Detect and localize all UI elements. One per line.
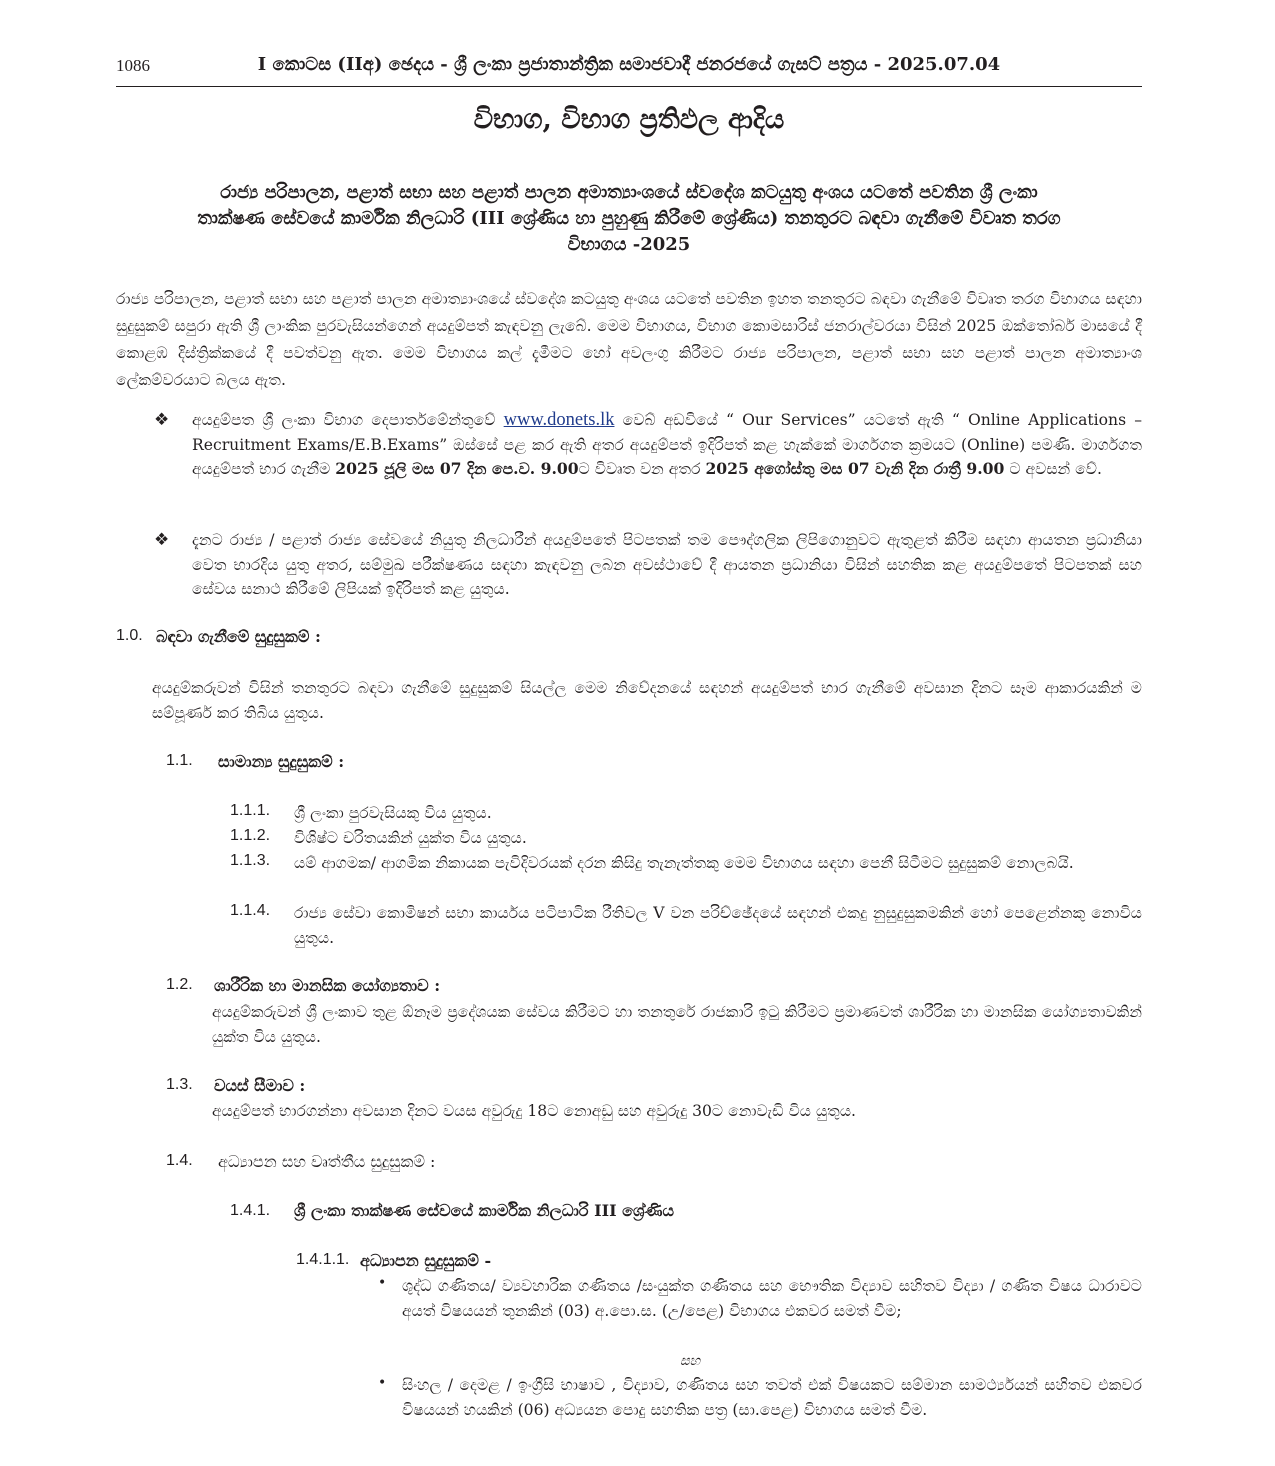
bullet-dot-icon: • — [378, 1375, 387, 1391]
bullet1-text-2: වෙබ් අඩවියේ “ Our Services” යටතේ ඇති “ Online Applications – Recruitment Exams/E.B.Exams” ඔස්සේ පළ කර ඇති අතර අයදුම්පත් ඉදිරිපත් කළ හැක්කේ මාර්ගගත ක්‍රමයට (Online) පමණි. මාර්ගගත අයදුම්පත් භාර ගැනීම — [192, 411, 1142, 479]
header-rule — [116, 86, 1142, 87]
section-1-3-text: අයදුම්පත් භාරගන්නා අවසාන දිනට වයස අවුරුදු 18ට නොඅඩු සහ අවුරුදු 30ට නොවැඩි විය යුතුය. — [212, 1102, 857, 1120]
bullet1-text-4: ට අවසන් වේ. — [1004, 460, 1102, 479]
item-1-1-3-number: 1.1.3. — [230, 852, 271, 869]
item-1-1-1-number: 1.1.1. — [230, 802, 271, 819]
section-1-4-1-1-number: 1.4.1.1. — [296, 1251, 350, 1268]
item-1-1-4-number: 1.1.4. — [230, 902, 271, 919]
online-application-bullet — [192, 408, 1142, 482]
bullet1-text-3: ට විවෘත වන අතර — [578, 460, 706, 479]
item-1-1-3-text: යම් ආගමක/ ආගමික නිකායක පැවිදිවරයක් දරන කිසිදු තැනැත්තකු මෙම විභාගය සඳහා පෙනී සිටීමට සුදුසුකම් නොලබයි. — [294, 854, 1074, 872]
section-1-3-title: වයස් සීමාව : — [214, 1076, 306, 1095]
section-1-number: 1.0. — [116, 627, 143, 644]
bullet1-text-1: අයදුම්පත ශ්‍රී ලංකා විභාග දෙපාර්තමේන්තුවේ — [192, 411, 504, 429]
bullet-diamond-icon: ❖ — [154, 530, 170, 550]
bullet-dot-icon: • — [378, 1275, 387, 1291]
section-1-2-text: අයදුම්කරුවන් ශ්‍රී ලංකාව තුළ ඕනෑම ප්‍රදේශයක සේවය කිරීමට හා තනතුරේ රාජකාරි ඉටු කිරීමට ප්‍රමාණවත් ශාරීරික හා මානසික යෝග්‍යතාවකින් යුක්ත විය යුතුය. — [212, 1003, 1142, 1046]
gazette-header-title: I කොටස (IIඅ) ඡෙදය - ශ්‍රී ලංකා ප්‍රජාතාන්ත්‍රික සමාජවාදී ජනරජයේ ගැසට් පත්‍රය - 2025.07.04 — [257, 54, 1001, 75]
section-1-text: අයදුම්කරුවන් විසින් තනතුරට බඳවා ගැනීමේ සුදුසුකම් සියල්ල මෙම නිවේදනයේ සඳහන් අයදුම්පත් භාර ගැනීමේ අවසාන දිනට සෑම ආකාරයකින් ම සම්පූර්ණ කර තිබිය යුතුය. — [152, 679, 1142, 722]
section-title: විභාග, විභාග ප්‍රතිඵල ආදිය — [473, 104, 785, 135]
al-qualification-bullet: ශුද්ධ ගණිතය/ ව්‍යවහාරික ගණිතය /සංයුක්ත ගණිතය සහ භෞතික විද්‍යාව සහිතව විද්‍යා / ගණිත විෂය ධාරාවට අයත් විෂයයන් තුනකින් (03) අ.පො.ස. (උ/පෙළ) විභාගය එකවර සමත් වීම; — [402, 1277, 1142, 1320]
item-1-1-1-text: ශ්‍රී ලංකා පුරවැසියකු විය යුතුය. — [294, 804, 492, 822]
page-number: 1086 — [116, 56, 150, 75]
opening-date: 2025 ජූලි මස 07 දින පෙ.ව. 9.00 — [335, 459, 579, 479]
section-1-4-title: අධ්‍යාපන සහ වෘත්තීය සුදුසුකම් : — [218, 1152, 436, 1171]
notice-title-line-2: තාක්ෂණ සේවයේ කාර්මික නිලධාරි (III ශ්‍රේණිය හා පුහුණු කිරීමේ ශ්‍රේණිය) තනතුරට බඳවා ගැනීමේ විවෘත තරග — [197, 208, 1061, 229]
section-1-3-number: 1.3. — [166, 1076, 193, 1093]
running-header — [116, 54, 1142, 84]
notice-title — [116, 180, 1142, 258]
notice-title-line-1: රාජ්‍ය පරිපාලන, පළාත් සභා සහ පළාත් පාලන අමාත්‍යාංශයේ ස්වදේශ කටයුතු අංශය යටතේ පවතින ශ්‍රී ලංකා — [220, 182, 1038, 203]
closing-date: 2025 අගෝස්තු මස 07 වැනි දින රාත්‍රී 9.00 — [705, 459, 1005, 479]
public-officers-bullet: දැනට රාජ්‍ය / පළාත් රාජ්‍ය සේවයේ නියුතු නිලධාරීන් අයදුම්පතේ පිටපතක් තම පෞද්ගලික ලිපිගොනුවට ඇතුළත් කිරීම සඳහා ආයතන ප්‍රධානියා වෙත භාරදිය යුතු අතර, සම්මුඛ පරීක්ෂණය සඳහා කැඳවනු ලබන අවස්ථාවේ දී ආයතන ප්‍රධානියා විසින් සහතික කළ අයදුම්පතේ පිටපතක් සහ සේවය සනාථ කිරීමේ ලිපියක් ඉදිරිපත් කළ යුතුය. — [192, 531, 1142, 599]
section-1-title: බඳවා ගැනීමේ සුදුසුකම් : — [156, 627, 321, 646]
and-connector: සහ — [679, 1353, 701, 1369]
intro-paragraph: රාජ්‍ය පරිපාලන, පළාත් සභා සහ පළාත් පාලන අමාත්‍යාංශයේ ස්වදේශ කටයුතු අංශය යටතේ පවතින ඉහත තනතුරට බඳවා ගැනීමේ විවෘත තරග විභාගය සඳහා සුදුසුකම් සපුරා ඇති ශ්‍රී ලාංකික පුරවැසියන්ගෙන් අයදුම්පත් කැඳවනු ලැබේ. මෙම විභාගය, විභාග කොමසාරිස් ජනරාල්වරයා විසින් 2025 ඔක්තෝබර් මාසයේ දී කොළඹ දිස්ත්‍රික්කයේ දී පවත්වනු ඇත. මෙම විභාගය කල් දැමීමට හෝ අවලංගු කිරීමට රාජ්‍ය පරිපාලන, පළාත් සභා සහ පළාත් පාලන අමාත්‍යාංශ ලේකම්වරයාට බලය ඇත. — [116, 290, 1142, 389]
section-1-4-number: 1.4. — [166, 1152, 193, 1169]
item-1-1-2-text: විශිෂ්ට චරිතයකින් යුක්ත විය යුතුය. — [294, 829, 527, 847]
donets-website-link[interactable]: www.donets.lk — [503, 410, 615, 430]
section-1-1-number: 1.1. — [166, 752, 193, 769]
notice-title-line-3: විභාගය -2025 — [567, 234, 691, 255]
section-1-4-1-number: 1.4.1. — [230, 1202, 271, 1219]
section-1-4-1-title: ශ්‍රී ලංකා තාක්ෂණ සේවයේ කාර්මික නිලධාරි III ශ්‍රේණිය — [294, 1201, 674, 1220]
section-1-1-title: සාමාන්‍ය සුදුසුකම් : — [218, 752, 345, 771]
item-1-1-2-number: 1.1.2. — [230, 827, 271, 844]
section-1-2-title: ශාරීරික හා මානසික යෝග්‍යතාව : — [214, 976, 441, 995]
section-1-4-1-1-title: අධ්‍යාපන සුදුසුකම් - — [360, 1251, 492, 1270]
ol-qualification-bullet: සිංහල / දෙමළ / ඉංග්‍රීසි භාෂාව , විද්‍යාව, ගණිතය සහ තවත් එක් විෂයකට සම්මාන සාමර්ථ්‍යයන් සහිතව එකවර විෂයයන් හයකින් (06) අධ්‍යයන පොදු සහතික පත්‍ර (සා.පෙළ) විභාගය සමත් වීම. — [402, 1376, 1142, 1419]
section-1-2-number: 1.2. — [166, 976, 193, 993]
bullet-diamond-icon: ❖ — [154, 410, 170, 430]
item-1-1-4-text: රාජ්‍ය සේවා කොමිෂන් සභා කාර්යය පටිපාටික රීතිවල V වන පරිච්ඡේදයේ සඳහන් එකදු නුසුදුසුකමකින් හෝ පෙළෙන්නකු නොවිය යුතුය. — [294, 904, 1142, 947]
